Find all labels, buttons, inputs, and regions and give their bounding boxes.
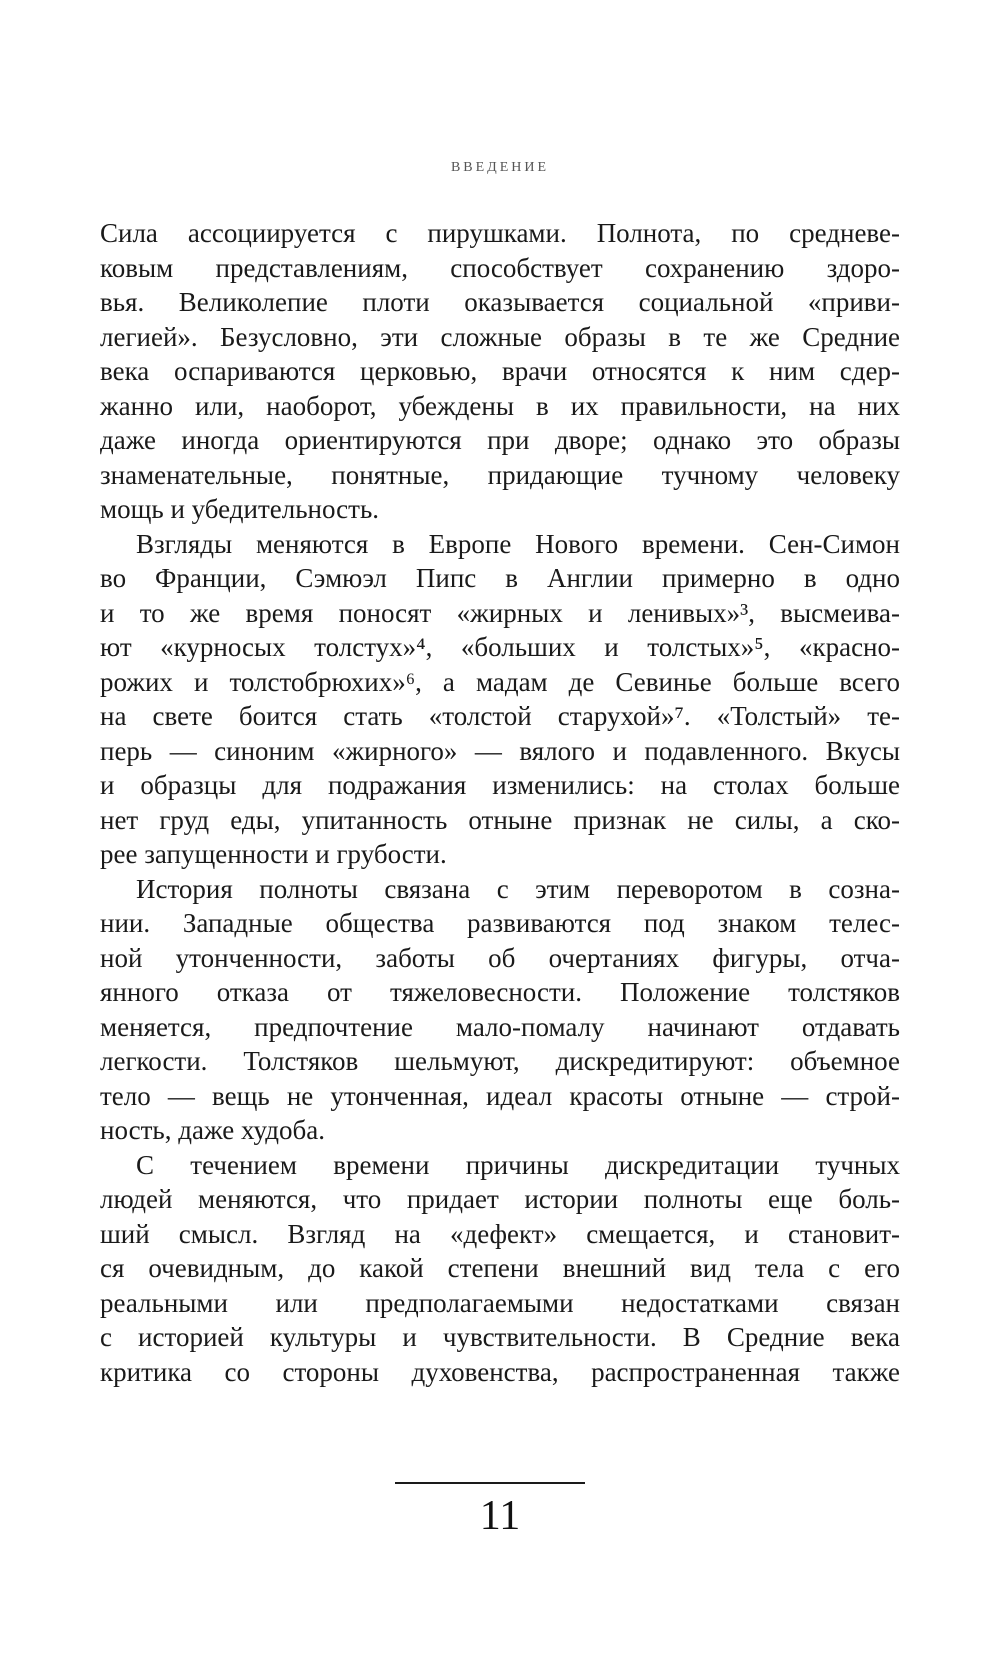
text-line: легией». Безусловно, эти сложные образы в те же Средние: [100, 321, 900, 352]
text-line: с историей культуры и чувствительности. В Средние века: [100, 1322, 900, 1352]
text-line: С течением времени причины дискредитации тучных: [136, 1149, 900, 1180]
text-line: мощь и убедительность.: [100, 494, 380, 524]
text-line: рее запущенности и грубости.: [100, 839, 447, 869]
text-line: знаменательные, понятные, придающие тучному человеку: [100, 459, 900, 490]
text-line: История полноты связана с этим переворотом в созна-: [136, 873, 900, 904]
text-line: даже иногда ориентируются при дворе; однако это образы: [100, 425, 900, 455]
text-line: легкости. Толстяков шельмуют, дискредитируют: объемное: [100, 1046, 900, 1076]
text-line: жанно или, наоборот, убеждены в их правильности, на них: [100, 390, 900, 421]
text-line: вья. Великолепие плоти оказывается социальной «приви-: [100, 287, 900, 317]
text-line: ность, даже худоба.: [100, 1115, 325, 1145]
text-line: реальными или предполагаемыми недостатками связан: [100, 1287, 900, 1318]
text-line: ной утонченности, заботы об очертаниях фигуры, отча-: [100, 942, 900, 973]
text-line: века оспариваются церковью, врачи относятся к ним сдер-: [100, 356, 900, 386]
text-line: ют «курносых толстух»⁴, «больших и толстых»⁵, «красно-: [100, 632, 900, 662]
text-line: критика со стороны духовенства, распространенная также: [100, 1356, 900, 1387]
text-line: нет груд еды, упитанность отныне признак не силы, а ско-: [100, 804, 900, 835]
text-line: людей меняются, что придает истории полноты еще боль-: [100, 1184, 900, 1214]
text-line: во Франции, Сэмюэл Пипс в Англии примерно в одно: [100, 563, 900, 593]
page-number: 11: [479, 1493, 521, 1539]
text-line: и образцы для подражания изменились: на столах больше: [100, 770, 900, 800]
text-line: нии. Западные общества развиваются под знаком телес-: [100, 908, 900, 938]
text-line: ший смысл. Взгляд на «дефект» смещается, и становит-: [100, 1218, 900, 1249]
running-head-title: ВВЕДЕНИЕ: [450, 160, 550, 175]
text-line: янного отказа от тяжеловесности. Положение толстяков: [100, 977, 900, 1007]
text-line: ся очевидным, до какой степени внешний вид тела с его: [100, 1253, 900, 1283]
text-line: тело — вещь не утонченная, идеал красоты отныне — строй-: [100, 1080, 900, 1111]
text-line: перь — синоним «жирного» — вялого и подавленного. Вкусы: [100, 735, 900, 766]
text-line: Сила ассоциируется с пирушками. Полнота, по средневе-: [100, 218, 900, 248]
text-line: ковым представлениям, способствует сохранению здоро-: [100, 252, 900, 283]
text-line: на свете боится стать «толстой старухой»⁷. «Толстый» те-: [100, 701, 900, 731]
page-number-rule: [395, 1482, 585, 1484]
text-line: меняется, предпочтение мало-помалу начинают отдавать: [100, 1011, 900, 1042]
body-text: [100, 216, 900, 1389]
text-line: рожих и толстобрюхих»⁶, а мадам де Севинье больше всего: [100, 666, 900, 697]
text-line: Взгляды меняются в Европе Нового времени. Сен-Симон: [136, 528, 900, 559]
text-line: и то же время поносят «жирных и ленивых»³, высмеива-: [100, 597, 900, 628]
